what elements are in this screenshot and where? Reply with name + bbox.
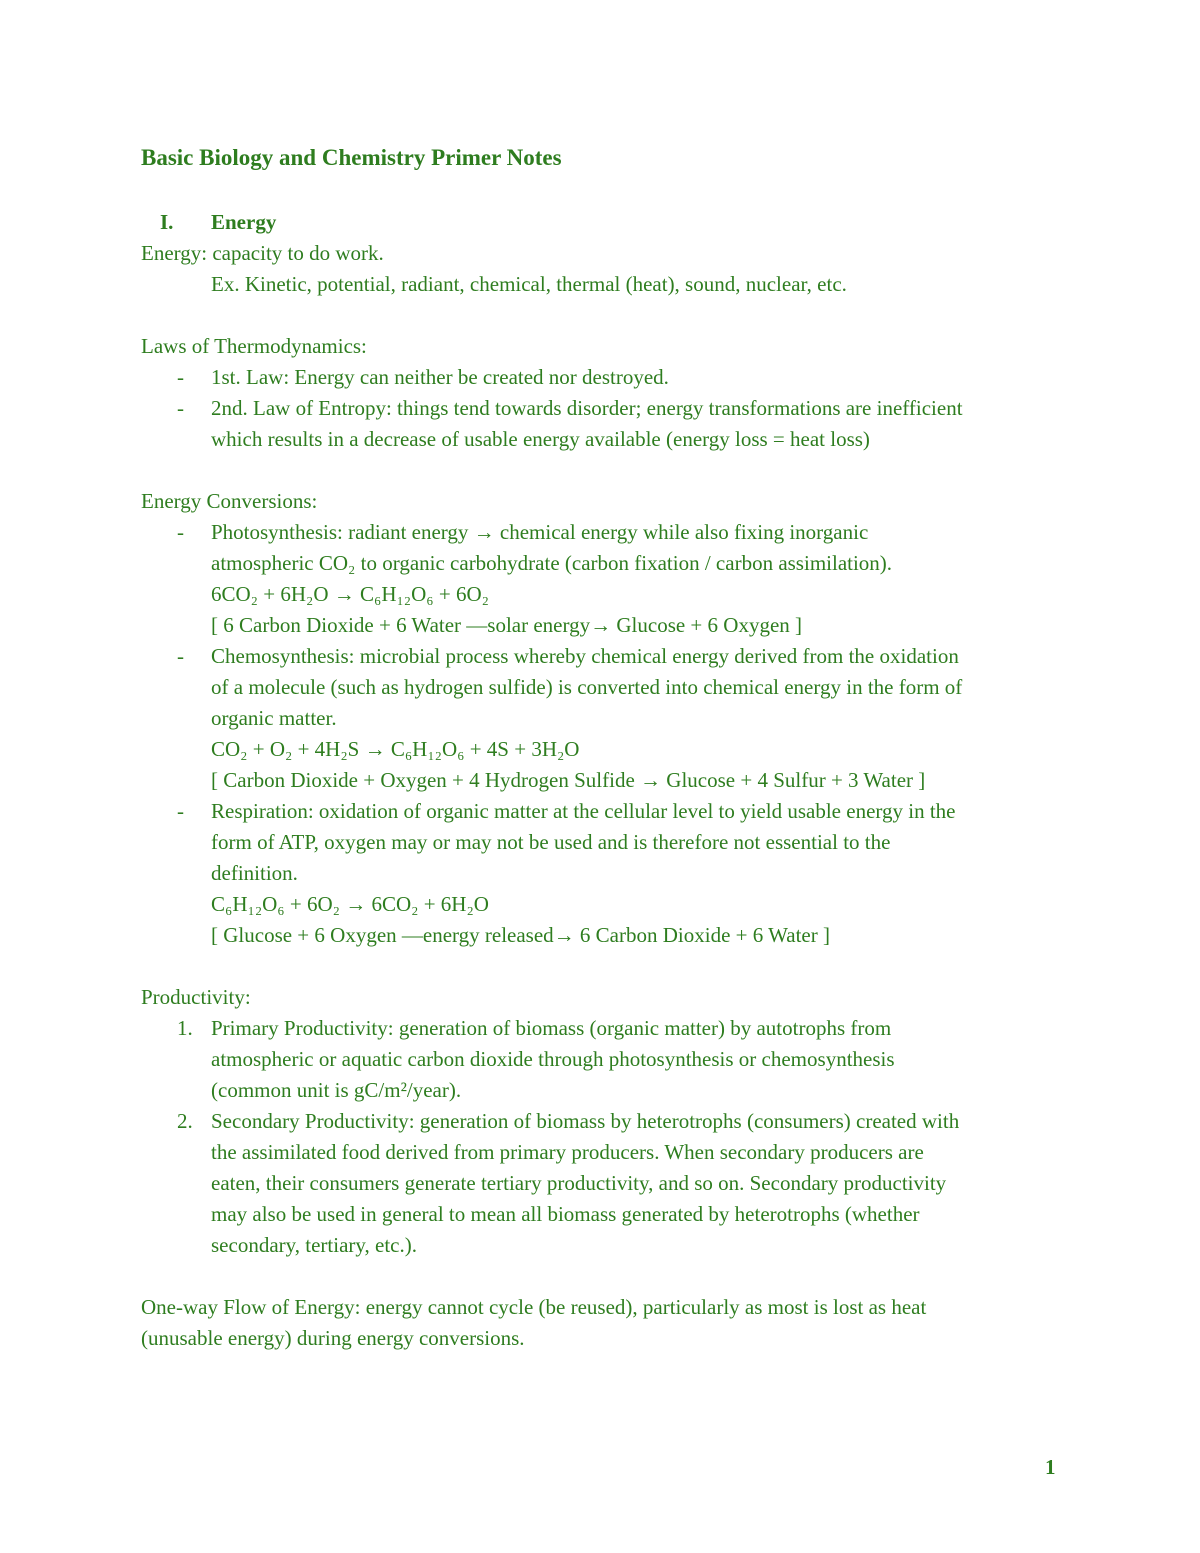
list-item-text: eaten, their consumers generate tertiary productivity, and so on. Secondary productivity [211, 1171, 947, 1195]
list-item-photosynthesis [141, 517, 1071, 641]
list-item-text: Chemosynthesis: microbial process whereby chemical energy derived from the oxidation [211, 644, 959, 668]
list-number: 1. [177, 1016, 193, 1040]
list-item-primary-productivity [141, 1013, 1071, 1106]
word-equation: [ 6 Carbon Dioxide + 6 Water —solar energy→ Glucose + 6 Oxygen ] [211, 613, 803, 637]
one-way-flow-text: One-way Flow of Energy: energy cannot cycle (be reused), particularly as most is lost as heat [141, 1295, 927, 1319]
laws-heading: Laws of Thermodynamics: [141, 334, 367, 358]
word-equation: [ Glucose + 6 Oxygen —energy released→ 6 Carbon Dioxide + 6 Water ] [211, 923, 830, 947]
list-item-law-1 [141, 362, 1071, 393]
list-item-text: Photosynthesis: radiant energy → chemical energy while also fixing inorganic [211, 520, 869, 544]
section-heading-text: Energy [211, 210, 277, 234]
bullet-dash: - [177, 396, 184, 420]
list-item-text: the assimilated food derived from primary producers. When secondary producers are [211, 1140, 924, 1164]
list-item-text: which results in a decrease of usable energy available (energy loss = heat loss) [211, 427, 870, 451]
document-body [141, 207, 1071, 1354]
list-item-text: of a molecule (such as hydrogen sulfide) is converted into chemical energy in the form of [211, 675, 963, 699]
energy-examples: Ex. Kinetic, potential, radiant, chemical, thermal (heat), sound, nuclear, etc. [211, 272, 847, 296]
section-numeral: I. [160, 210, 174, 234]
list-item-law-2 [141, 393, 1071, 455]
page-number: 1 [1045, 1455, 1056, 1479]
spacer [141, 951, 1071, 982]
bullet-dash: - [177, 644, 184, 668]
list-item-text: definition. [211, 861, 298, 885]
word-equation: [ Carbon Dioxide + Oxygen + 4 Hydrogen Sulfide → Glucose + 4 Sulfur + 3 Water ] [211, 768, 926, 792]
list-item-respiration [141, 796, 1071, 951]
bullet-dash: - [177, 365, 184, 389]
list-item-text: organic matter. [211, 706, 337, 730]
list-item-text: secondary, tertiary, etc.). [211, 1233, 418, 1257]
bullet-dash: - [177, 520, 184, 544]
spacer [141, 300, 1071, 331]
chemical-equation: 6CO₂ + 6H₂O → C₆H₁₂O₆ + 6O₂ [211, 582, 489, 606]
productivity-heading: Productivity: [141, 985, 251, 1009]
list-item-text: Respiration: oxidation of organic matter at the cellular level to yield usable energy in the [211, 799, 956, 823]
document-title: Basic Biology and Chemistry Primer Notes [141, 145, 562, 170]
list-number: 2. [177, 1109, 193, 1133]
list-item-text: atmospheric CO₂ to organic carbohydrate (carbon fixation / carbon assimilation). [211, 551, 893, 575]
chemical-equation: C₆H₁₂O₆ + 6O₂ → 6CO₂ + 6H₂O [211, 892, 489, 916]
list-item-text: atmospheric or aquatic carbon dioxide through photosynthesis or chemosynthesis [211, 1047, 895, 1071]
spacer [141, 1261, 1071, 1292]
list-item-text: form of ATP, oxygen may or may not be used and is therefore not essential to the [211, 830, 891, 854]
list-item-secondary-productivity [141, 1106, 1071, 1261]
list-item-text: 1st. Law: Energy can neither be created nor destroyed. [211, 365, 669, 389]
list-item-text: Secondary Productivity: generation of biomass by heterotrophs (consumers) created with [211, 1109, 960, 1133]
one-way-flow-text: (unusable energy) during energy conversions. [141, 1326, 525, 1350]
list-item-text: Primary Productivity: generation of biomass (organic matter) by autotrophs from [211, 1016, 892, 1040]
spacer [141, 455, 1071, 486]
bullet-dash: - [177, 799, 184, 823]
list-item-text: (common unit is gC/m²/year). [211, 1078, 462, 1102]
chemical-equation: CO₂ + O₂ + 4H₂S → C₆H₁₂O₆ + 4S + 3H₂O [211, 737, 580, 761]
section-heading [141, 207, 1071, 238]
list-item-text: 2nd. Law of Entropy: things tend towards disorder; energy transformations are inefficient [211, 396, 963, 420]
energy-definition: Energy: capacity to do work. [141, 241, 384, 265]
list-item-chemosynthesis [141, 641, 1071, 796]
conversions-heading: Energy Conversions: [141, 489, 318, 513]
list-item-text: may also be used in general to mean all biomass generated by heterotrophs (whether [211, 1202, 920, 1226]
